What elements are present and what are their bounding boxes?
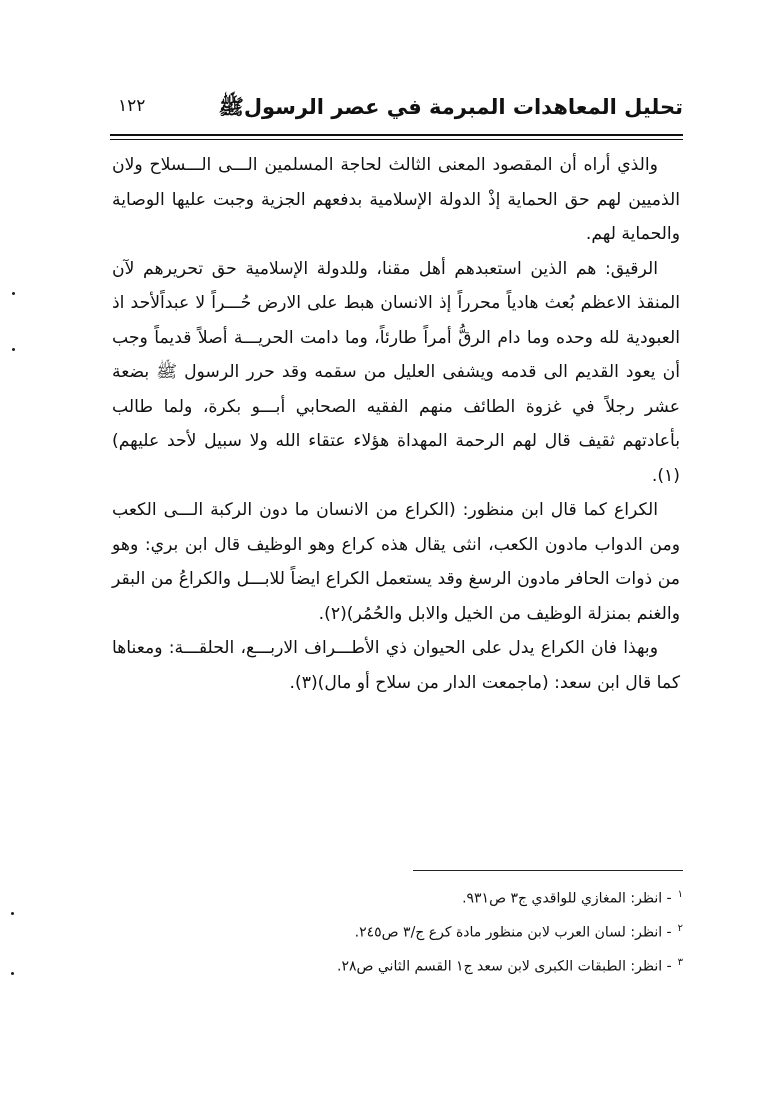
- paragraph: والذي أراه أن المقصود المعنى الثالث لحاجة المسلمين الـــى الـــسلاح ولان الذميين لهم حق الحماية إذْ الدولة الإسلامية بدفعهم الجزية وجبت عليها الوصاية والحماية لهم.: [112, 155, 680, 244]
- page-header: [110, 94, 683, 128]
- footnote-number: ١: [677, 889, 683, 900]
- footnote-text: - انظر: الطبقات الكبرى لابن سعد ج١ القسم الثاني ص٢٨.: [337, 958, 672, 975]
- paragraph: الرقيق: هم الذين استعبدهم أهل مقنا، وللدولة الإسلامية حق تحريرهم لآن المنقذ الاعظم بُعث هادياً محرراً إذ الانسان هبط على الارض حُـــراً لا عبداًلأحد اذ العبودية لله وحده وما دام الرقُّ أمراً طارئاً، وما دامت الحريـــة أصلاً قديماً وجب أن يعود القديم الى قدمه ويشفى العليل من سقمه وقد حرر الرسول ﷺ بضعة عشر رجلاً في غزوة الطائف منهم الفقيه الصحابي أبـــو بكرة، ولما طالب بأعادتهم ثقيف قال لهم الرحمة المهداة هؤلاء عتقاء الله ولا سبيل لأحد عليهم)(١).: [112, 258, 680, 486]
- scan-speck: [12, 348, 15, 351]
- scan-speck: [11, 972, 14, 975]
- paragraph: وبهذا فان الكراع يدل على الحيوان ذي الأطـــراف الاربـــع، الحلقـــة: ومعناها كما قال ابن سعد: (ماجمعت الدار من سلاح أو مال)(٣).: [112, 638, 680, 693]
- footnote-number: ٢: [677, 923, 683, 935]
- paragraph: الكراع كما قال ابن منظور: (الكراع من الانسان ما دون الركبة الـــى الكعب ومن الدواب مادون الكعب، انثى يقال هذه كراع وهو الوظيف قال ابن بري: وهو من ذوات الحافر مادون الرسغ وقد يستعمل الكراع ايضاً للابـــل والكراعُ من البقر والغنم بمنزلة الوظيف من الخيل والابل والحُمُر)(٢).: [112, 500, 680, 624]
- footnote: [112, 948, 683, 982]
- scan-speck: [11, 912, 14, 915]
- footnote-list: [112, 880, 683, 982]
- footnote-text: - انظر: المغازي للواقدي ج٣ ص٩٣١.: [462, 890, 672, 907]
- footnote: [112, 880, 683, 914]
- page-number: ١٢٢: [118, 96, 146, 116]
- footnote-number: ٣: [677, 957, 683, 969]
- scan-speck: [12, 292, 15, 295]
- footnote-separator: [413, 870, 683, 871]
- header-rule-thin: [110, 139, 683, 140]
- body-text: [112, 148, 680, 700]
- footnote-text: - انظر: لسان العرب لابن منظور مادة كرع ج/٣ ص٢٤٥.: [354, 924, 672, 941]
- header-rule-thick: [110, 134, 683, 136]
- footnote: [112, 914, 683, 948]
- running-title: تحليل المعاهدات المبرمة في عصر الرسولﷺ: [218, 95, 683, 119]
